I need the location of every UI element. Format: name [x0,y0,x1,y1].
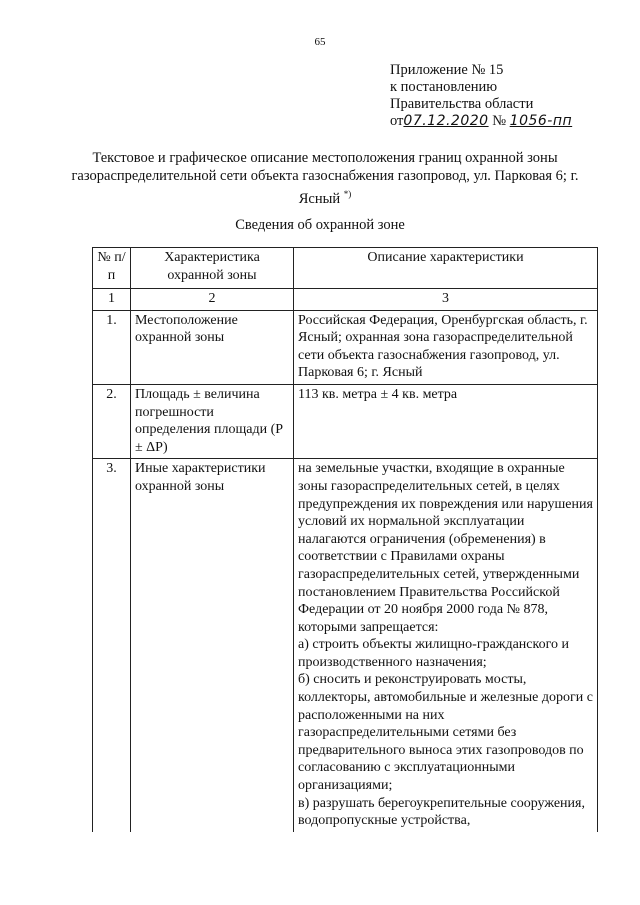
appendix-line-1: Приложение № 15 [390,62,504,78]
appendix-line-2: к постановлению [390,79,498,95]
appendix-block [390,62,572,130]
column-numbers-row [93,289,598,311]
row-number: 1. [93,310,131,384]
list-item: а) строить объекты жилищно-гражданского и производственного назначения; [298,637,569,670]
handwritten-number: 1056-пп [509,113,573,129]
handwritten-date: 07.12.2020 [403,113,489,129]
header-characteristic: Характеристика охранной зоны [131,248,294,289]
description-intro: на земельные участки, входящие в охранные зоны газораспределительных сетей, в целях предупреждения их повреждения или нарушения условий их нормальной эксплуатации налагаются ограничения (обременения) в соответствии с Правилами охраны газораспределительных сетей, утвержденными постановлением Правительства Российской Федерации от 20 ноября 2000 года № 878, которыми запрещается: [298,461,593,635]
row-number: 2. [93,384,131,458]
row-description: Российская Федерация, Оренбургская область, г. Ясный; охранная зона газораспределительной сети объекта газоснабжения газопровод, ул. Парковая 6; г. Ясный [294,310,598,384]
date-prefix: от [390,113,404,129]
table-row [93,310,598,384]
footnote-mark: *) [343,189,352,199]
page-number: 65 [314,36,326,48]
row-characteristic: Местоположение охранной зоны [131,310,294,384]
column-number-2: 2 [131,289,294,311]
row-number: 3. [93,459,131,832]
table-header-row [93,248,598,289]
row-description: 113 кв. метра ± 4 кв. метра [294,384,598,458]
number-sign: № [492,113,507,129]
list-item: б) сносить и реконструировать мосты, коллекторы, автомобильные и железные дороги с расположенными на них газораспределительными сетями без предварительного выноса этих газопроводов по согласованию с эксплуатационными организациями; [298,672,593,794]
column-number-3: 3 [294,289,598,311]
list-item: в) разрушать берегоукрепительные сооружения, водопропускные устройства, [298,795,585,829]
table-row [93,384,598,458]
table-row [93,459,598,832]
column-number-1: 1 [93,289,131,311]
document-title [60,149,590,208]
appendix-line-3: Правительства области [390,96,534,112]
row-description [294,459,598,832]
header-number: № п/п [93,248,131,289]
title-text: Текстовое и графическое описание местоположения границ охранной зоны газораспределительной сети объекта газоснабжения газопровод, ул. Парковая 6; г. Ясный [71,150,579,207]
appendix-date-line [390,113,572,130]
protection-zone-table [92,247,598,832]
header-description: Описание характеристики [294,248,598,289]
section-subtitle: Сведения об охранной зоне [235,217,405,233]
row-characteristic: Площадь ± величина погрешности определения площади (Р ± ΔР) [131,384,294,458]
row-characteristic: Иные характеристики охранной зоны [131,459,294,832]
